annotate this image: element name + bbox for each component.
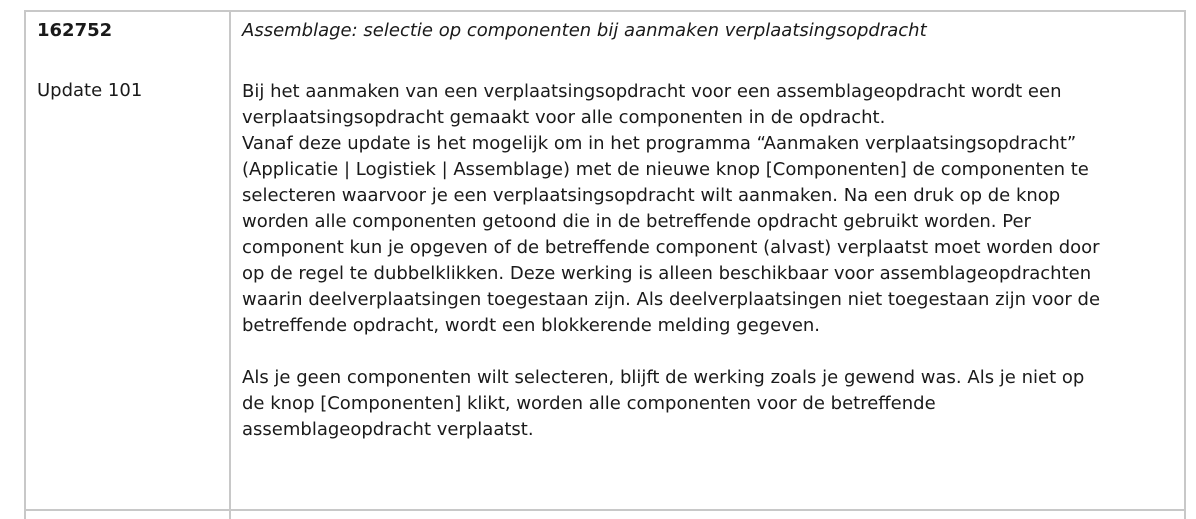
column-divider <box>229 12 231 519</box>
text-line: verplaatsingsopdracht gemaakt voor alle componenten in de opdracht. <box>242 107 886 128</box>
text-line: (Applicatie | Logistiek | Assemblage) met de nieuwe knop [Componenten] de componenten te <box>242 159 1089 180</box>
text-line: de knop [Componenten] klikt, worden alle componenten voor de betreffende <box>242 393 936 414</box>
text-line: Als je geen componenten wilt selecteren, blijft de werking zoals je gewend was. Als je niet op <box>242 367 1085 388</box>
update-label: Update 101 <box>37 80 143 101</box>
text-line: worden alle componenten getoond die in de betreffende opdracht gebruikt worden. Per <box>242 211 1031 232</box>
text-line: selecteren waarvoor je een verplaatsingsopdracht wilt aanmaken. Na een druk op de knop <box>242 185 1061 206</box>
issue-description-cell <box>242 19 1177 443</box>
release-notes-table <box>24 10 1186 519</box>
issue-meta-cell <box>37 19 222 103</box>
text-line: Bij het aanmaken van een verplaatsingsopdracht voor een assemblageopdracht wordt een <box>242 81 1062 102</box>
issue-title: Assemblage: selectie op componenten bij aanmaken verplaatsingsopdracht <box>242 20 927 41</box>
description-paragraph <box>242 365 1177 443</box>
issue-id: 162752 <box>37 20 113 41</box>
text-line: Vanaf deze update is het mogelijk om in het programma “Aanmaken verplaatsingsopdracht” <box>242 133 1077 154</box>
text-line: op de regel te dubbelklikken. Deze werking is alleen beschikbaar voor assemblageopdrachten <box>242 263 1092 284</box>
text-line: component kun je opgeven of de betreffende component (alvast) verplaatst moet worden door <box>242 237 1100 258</box>
row-divider <box>26 509 1184 511</box>
description-paragraph <box>242 79 1177 339</box>
text-line: waarin deelverplaatsingen toegestaan zijn. Als deelverplaatsingen niet toegestaan zijn voor de <box>242 289 1101 310</box>
text-line: betreffende opdracht, wordt een blokkerende melding gegeven. <box>242 315 821 336</box>
text-line: assemblageopdracht verplaatst. <box>242 419 534 440</box>
